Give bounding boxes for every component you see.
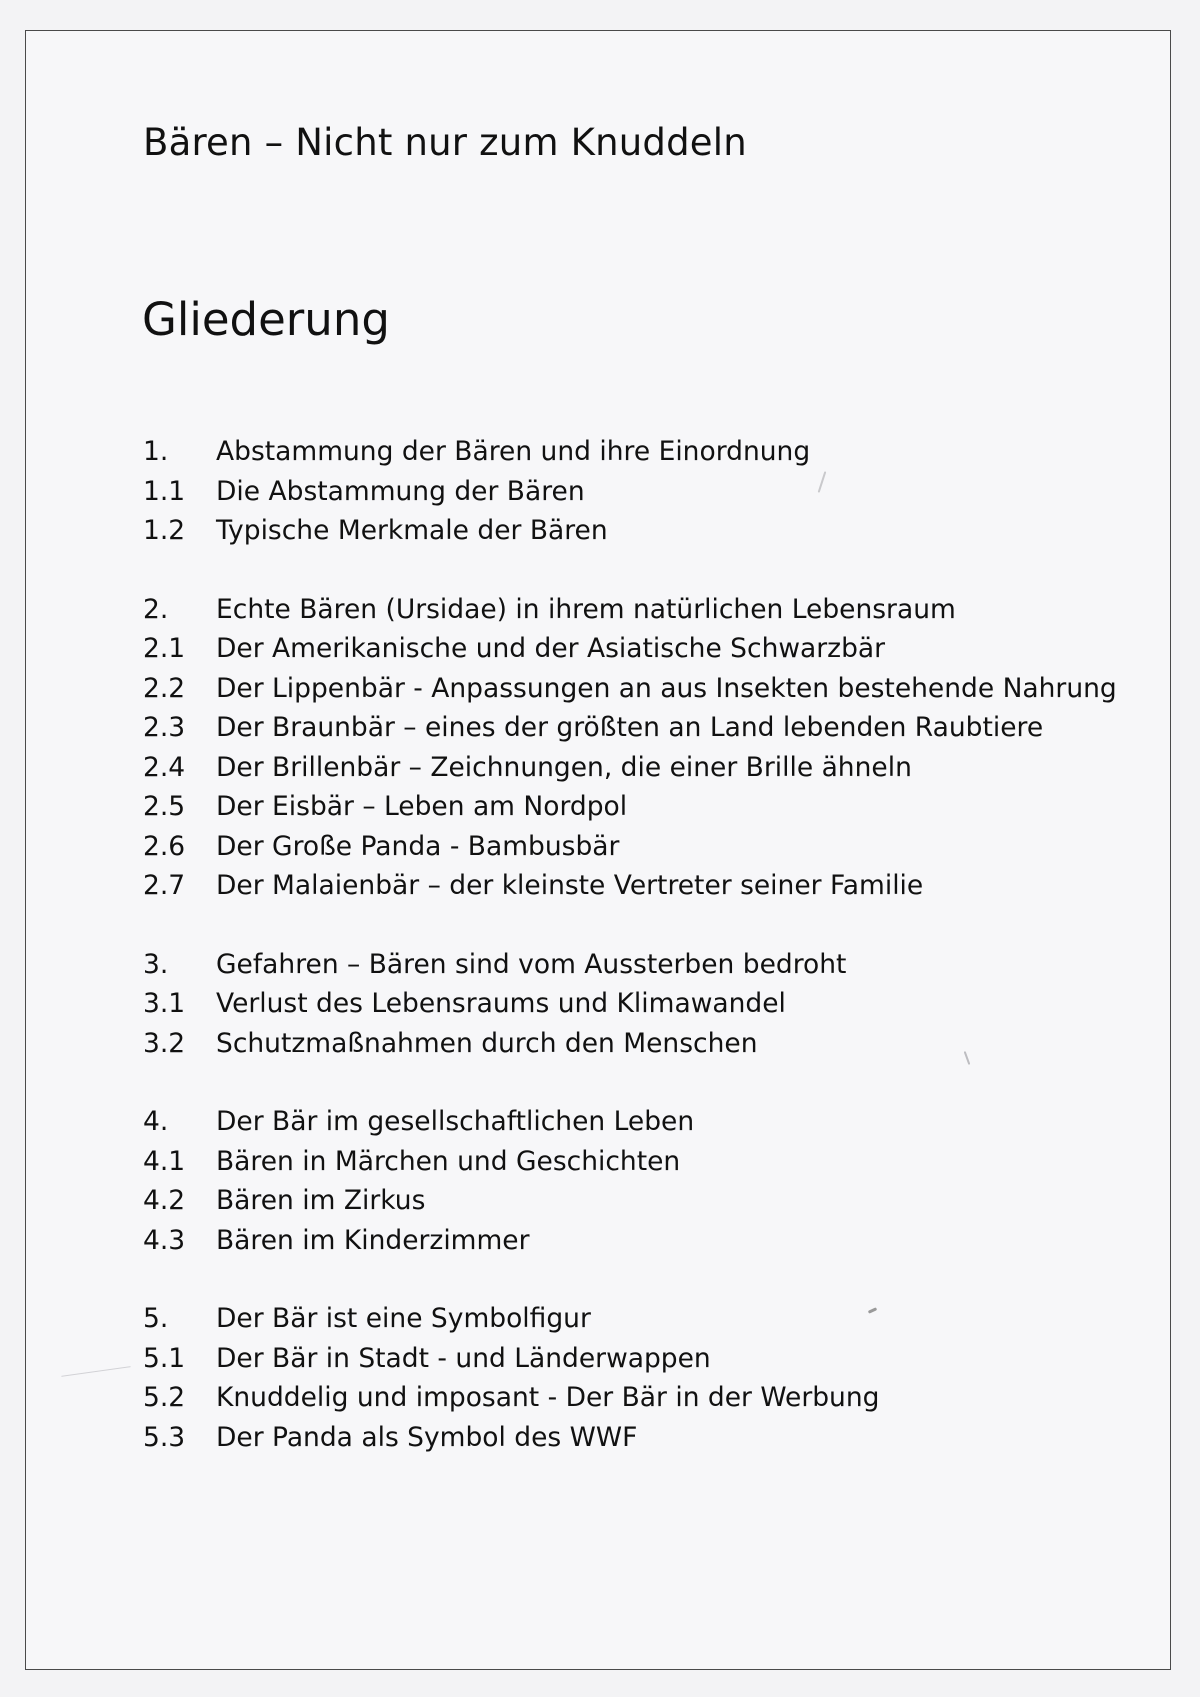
outline-item-text: Echte Bären (Ursidae) in ihrem natürlichen Lebensraum xyxy=(216,593,956,625)
outline-item-text: Der Große Panda - Bambusbär xyxy=(216,830,620,862)
outline-item-text: Der Malaienbär – der kleinste Vertreter seiner Familie xyxy=(216,870,924,901)
outline-item-text: Der Bär im gesellschaftlichen Leben xyxy=(216,1106,695,1137)
outline-item-text: Verlust des Lebensraums und Klimawandel xyxy=(216,988,786,1019)
outline-item-number: 1.1 xyxy=(143,475,186,507)
outline-item xyxy=(143,1106,1153,1146)
outline-item-number: 5.2 xyxy=(143,1382,186,1413)
outline-item-number: 3.2 xyxy=(143,1027,186,1059)
outline-heading: Gliederung xyxy=(142,293,390,346)
outline-item-number: 2.3 xyxy=(143,712,186,743)
outline-item xyxy=(143,1303,1153,1343)
outline-item-text: Der Eisbär – Leben am Nordpol xyxy=(216,791,628,822)
document-title: Bären – Nicht nur zum Knuddeln xyxy=(143,121,747,164)
outline-item-number: 2.5 xyxy=(143,791,186,822)
outline-item xyxy=(143,988,1153,1028)
outline-item xyxy=(143,436,1153,476)
outline-item xyxy=(143,791,1153,831)
outline-item-text: Der Panda als Symbol des WWF xyxy=(216,1421,638,1453)
outline-item-number: 2.1 xyxy=(143,633,186,664)
outline-item-number: 2.7 xyxy=(143,870,186,901)
outline-section xyxy=(143,949,1153,1068)
outline-item-number: 5. xyxy=(143,1303,169,1334)
outline-item-text: Der Amerikanische und der Asiatische Schwarzbär xyxy=(216,633,886,664)
outline-item xyxy=(143,831,1153,871)
outline-item-number: 4. xyxy=(143,1106,169,1137)
outline-item xyxy=(143,870,1153,910)
outline-item-text: Bären im Zirkus xyxy=(216,1185,426,1216)
outline-item-text: Der Lippenbär - Anpassungen an aus Insekten bestehende Nahrung xyxy=(216,672,1117,704)
outline-item-text: Der Brillenbär – Zeichnungen, die einer Brille ähneln xyxy=(216,751,912,783)
outline-item-number: 4.1 xyxy=(143,1145,186,1177)
outline-item xyxy=(143,1225,1153,1265)
outline-list xyxy=(143,436,1153,1500)
outline-item xyxy=(143,752,1153,792)
outline-item-number: 1.2 xyxy=(143,515,186,546)
scan-speck xyxy=(61,1366,130,1377)
outline-item xyxy=(143,594,1153,634)
outline-item-text: Der Bär in Stadt - und Länderwappen xyxy=(216,1342,711,1374)
outline-item xyxy=(143,1146,1153,1186)
outline-item-number: 2.2 xyxy=(143,672,186,704)
outline-item-text: Typische Merkmale der Bären xyxy=(216,515,608,546)
outline-section xyxy=(143,1106,1153,1264)
outline-item-number: 2.4 xyxy=(143,751,186,783)
outline-item-number: 3.1 xyxy=(143,988,186,1019)
outline-item-number: 4.2 xyxy=(143,1185,186,1216)
outline-item xyxy=(143,949,1153,989)
outline-item-text: Der Braunbär – eines der größten an Land lebenden Raubtiere xyxy=(216,712,1044,743)
outline-item-text: Knuddelig und imposant - Der Bär in der Werbung xyxy=(216,1382,880,1413)
outline-item xyxy=(143,1422,1153,1462)
outline-item-text: Die Abstammung der Bären xyxy=(216,475,585,507)
outline-item-text: Bären im Kinderzimmer xyxy=(216,1224,530,1256)
outline-item-number: 2.6 xyxy=(143,830,186,862)
outline-item xyxy=(143,1382,1153,1422)
outline-item-text: Bären in Märchen und Geschichten xyxy=(216,1145,681,1177)
outline-item xyxy=(143,1185,1153,1225)
outline-item-text: Abstammung der Bären und ihre Einordnung xyxy=(216,436,811,467)
outline-section xyxy=(143,594,1153,910)
outline-item-number: 2. xyxy=(143,593,169,625)
outline-item xyxy=(143,633,1153,673)
outline-section xyxy=(143,436,1153,555)
outline-item xyxy=(143,515,1153,555)
outline-item-text: Gefahren – Bären sind vom Aussterben bedroht xyxy=(216,948,847,980)
outline-item-text: Schutzmaßnahmen durch den Menschen xyxy=(216,1027,758,1059)
outline-item-number: 1. xyxy=(143,436,169,467)
outline-item-number: 3. xyxy=(143,948,169,980)
outline-item xyxy=(143,476,1153,516)
document-page xyxy=(25,30,1171,1670)
outline-item xyxy=(143,673,1153,713)
outline-item xyxy=(143,1028,1153,1068)
outline-item-text: Der Bär ist eine Symbolfigur xyxy=(216,1303,591,1334)
outline-item xyxy=(143,1343,1153,1383)
outline-item-number: 5.3 xyxy=(143,1421,186,1453)
outline-section xyxy=(143,1303,1153,1461)
outline-item-number: 4.3 xyxy=(143,1224,186,1256)
outline-item xyxy=(143,712,1153,752)
outline-item-number: 5.1 xyxy=(143,1342,186,1374)
